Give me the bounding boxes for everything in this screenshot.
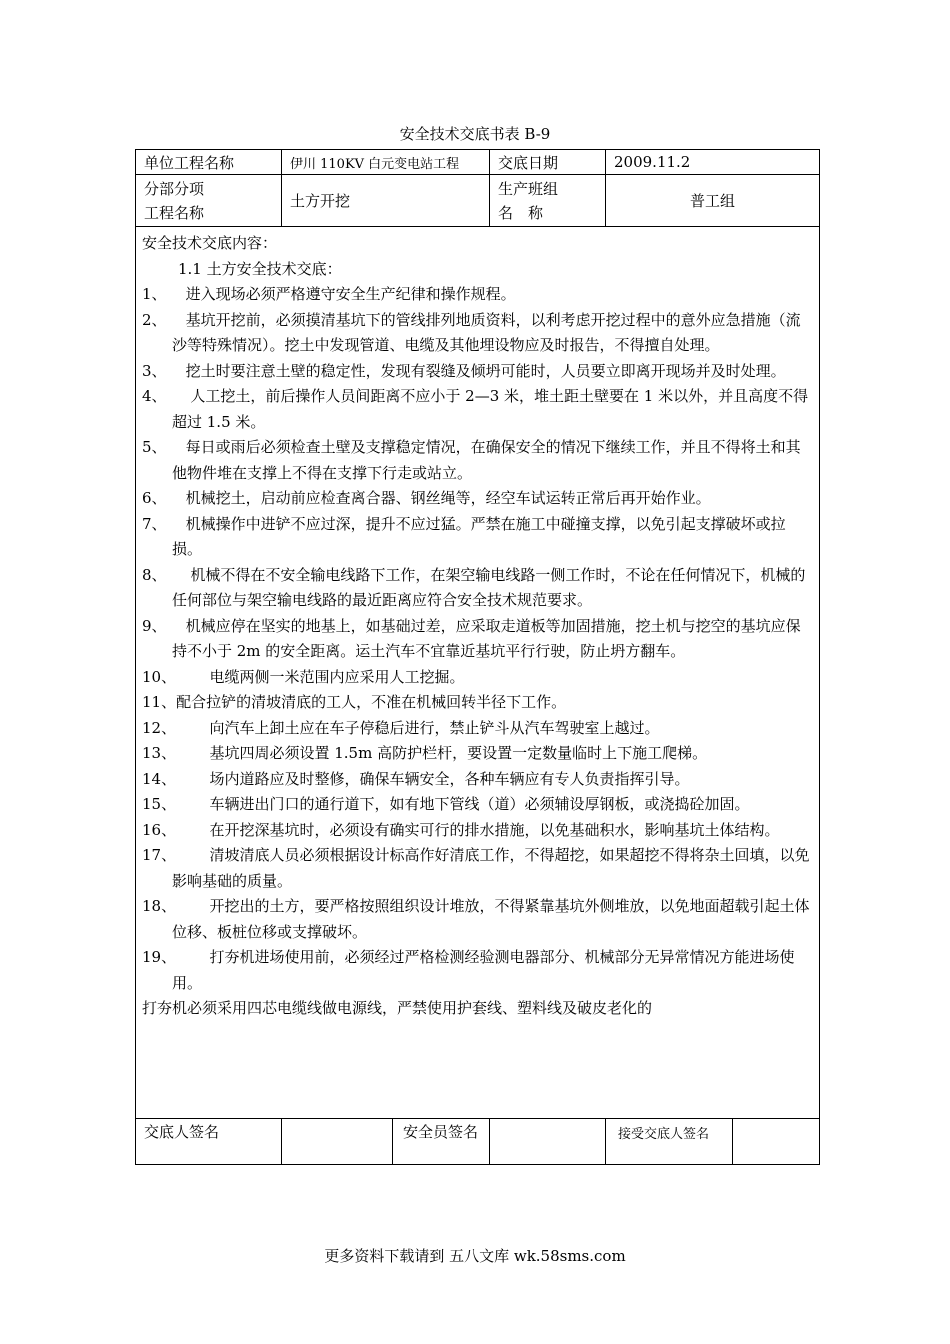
safety-item-number: 14、	[142, 769, 210, 788]
receiver-composite	[606, 1119, 820, 1165]
disclosure-table	[135, 149, 820, 1165]
safety-item	[142, 512, 813, 563]
discloser-signature-value	[282, 1119, 393, 1164]
safety-item	[142, 308, 813, 359]
safety-item-number: 5、	[142, 438, 186, 456]
safety-item	[142, 359, 813, 385]
safety-item-number: 4、	[142, 387, 191, 405]
safety-item-text: 车辆进出门口的通行道下，如有地下管线（道）必须辅设厚钢板，或浇捣砼加固。	[209, 795, 750, 813]
unit-name-label: 单位工程名称	[136, 150, 282, 175]
safety-item-number: 3、	[142, 361, 186, 380]
safety-item-text: 机械应停在坚实的地基上，如基础过差，应采取走道板等加固措施，挖土机与挖空的基坑应保持不小于 2m 的安全距离。运土汽车不宜靠近基坑平行行驶，防止坍方翻车。	[172, 616, 801, 660]
footer-text: 更多资料下载请到 五八文库 wk.58sms.com	[324, 1247, 626, 1265]
safety-item	[142, 741, 813, 767]
safety-item-number: 11、	[142, 693, 177, 711]
sub-project-value: 土方开挖	[282, 175, 490, 227]
team-label-line-1: 生产班组	[498, 179, 559, 198]
receiver-signature-value	[733, 1119, 819, 1164]
safety-item	[142, 843, 813, 894]
safety-item-text: 打夯机进场使用前，必须经过严格检测经验测电器部分、机械部分无异常情况方能进场使用。	[172, 948, 795, 992]
safety-items-list	[142, 282, 813, 996]
safety-item	[142, 486, 813, 512]
safety-item-text: 向汽车上卸土应在车子停稳后进行，禁止铲斗从汽车驾驶室上越过。	[209, 718, 660, 737]
safety-item	[142, 563, 813, 614]
safety-item-text: 在开挖深基坑时，必须设有确实可行的排水措施，以免基础积水，影响基坑土体结构。	[209, 820, 780, 839]
disclosure-date-value: 2009.11.2	[606, 150, 820, 175]
team-value: 普工组	[606, 175, 820, 227]
safety-item-text: 配合拉铲的清坡清底的工人，不准在机械回转半径下工作。	[176, 693, 567, 711]
safety-item-text: 电缆两侧一米范围内应采用人工挖掘。	[209, 667, 465, 686]
receiver-signature-label: 接受交底人签名	[606, 1119, 733, 1164]
content-row	[136, 227, 820, 1119]
safety-item	[142, 945, 813, 996]
safety-item	[142, 384, 813, 435]
sub-project-label-line-1: 分部分项	[144, 179, 205, 198]
content-heading: 安全技术交底内容：	[142, 234, 278, 252]
safety-item-number: 15、	[142, 795, 210, 813]
safety-item-number: 10、	[142, 667, 210, 686]
safety-item-number: 12、	[142, 718, 210, 737]
content-tail: 打夯机必须采用四芯电缆线做电源线，严禁使用护套线、塑料线及破皮老化的	[142, 999, 653, 1017]
safety-item-text: 机械不得在不安全输电线路下工作，在架空输电线路一侧工作时，不论在任何情况下，机械的任何部位与架空输电线路的最近距离应符合安全技术规范要求。	[172, 565, 806, 609]
safety-item-text: 清坡清底人员必须根据设计标高作好清底工作，不得超挖，如果超挖不得将杂土回填，以免影响基础的质量。	[172, 846, 810, 890]
safety-item-text: 人工挖土，前后操作人员间距离不应小于 2—3 米，堆土距土壁要在 1 米以外，并且高度不得超过 1.5 米。	[172, 387, 809, 431]
safety-item-text: 进入现场必须严格遵守安全生产纪律和操作规程。	[185, 285, 516, 303]
safety-item-number: 18、	[142, 897, 210, 915]
safety-item	[142, 716, 813, 742]
safety-item-text: 机械挖土，启动前应检查离合器、钢丝绳等，经空车试运转正常后再开始作业。	[185, 489, 711, 507]
safety-item-number: 1、	[142, 285, 186, 303]
safety-item-text: 挖土时要注意土壁的稳定性，发现有裂缝及倾坍可能时，人员要立即离开现场并及时处理。	[185, 361, 786, 380]
content-subheading: 1.1 土方安全技术交底：	[178, 259, 342, 278]
safety-officer-signature-value	[490, 1119, 606, 1165]
safety-item	[142, 665, 813, 691]
safety-item-number: 19、	[142, 948, 210, 966]
safety-item	[142, 894, 813, 945]
safety-item-number: 2、	[142, 310, 186, 329]
team-label-line-2: 名 称	[498, 203, 544, 222]
sub-project-label-line-2: 工程名称	[144, 203, 205, 222]
sub-project-label	[136, 175, 282, 227]
safety-item	[142, 792, 813, 818]
safety-item	[142, 818, 813, 844]
discloser-signature-label: 交底人签名	[136, 1119, 282, 1165]
safety-item-number: 7、	[142, 514, 186, 533]
header-row-2	[136, 175, 820, 227]
safety-officer-signature-label: 安全员签名	[403, 1123, 479, 1141]
safety-item-number: 8、	[142, 565, 191, 584]
team-label	[490, 175, 606, 227]
safety-item-number: 16、	[142, 820, 210, 839]
disclosure-date-label: 交底日期	[490, 150, 606, 175]
safety-item-text: 每日或雨后必须检查土壁及支撑稳定情况，在确保安全的情况下继续工作，并且不得将土和其他物件堆在支撑上不得在支撑下行走或站立。	[172, 438, 801, 482]
safety-item	[142, 435, 813, 486]
safety-item-number: 6、	[142, 489, 186, 507]
safety-item-text: 开挖出的土方，要严格按照组织设计堆放，不得紧靠基坑外侧堆放，以免地面超载引起土体位移、板桩位移或支撑破坏。	[172, 897, 810, 941]
safety-item-number: 13、	[142, 744, 210, 762]
document-title: 安全技术交底书表 B-9	[399, 125, 551, 143]
safety-item-number: 9、	[142, 616, 186, 635]
content-cell	[136, 227, 820, 1119]
safety-item	[142, 767, 813, 793]
safety-item	[142, 614, 813, 665]
signature-composite	[282, 1119, 490, 1165]
safety-item-text: 场内道路应及时整修，确保车辆安全，各种车辆应有专人负责指挥引导。	[209, 769, 690, 788]
signature-row	[136, 1119, 820, 1165]
safety-item-text: 基坑开挖前，必须摸清基坑下的管线排列地质资料，以利考虑开挖过程中的意外应急措施（流沙等特殊情况）。挖土中发现管道、电缆及其他埋设物应及时报告，不得擅自处理。	[172, 310, 801, 354]
header-row-1	[136, 150, 820, 175]
safety-item	[142, 282, 813, 308]
safety-item-text: 机械操作中进铲不应过深，提升不应过猛。严禁在施工中碰撞支撑，以免引起支撑破坏或拉损。	[172, 514, 786, 558]
unit-name-value: 伊川 110KV 白元变电站工程	[282, 150, 490, 175]
safety-item	[142, 690, 813, 716]
safety-item-number: 17、	[142, 846, 210, 864]
safety-item-text: 基坑四周必须设置 1.5m 高防护栏杆，要设置一定数量临时上下施工爬梯。	[209, 744, 708, 762]
